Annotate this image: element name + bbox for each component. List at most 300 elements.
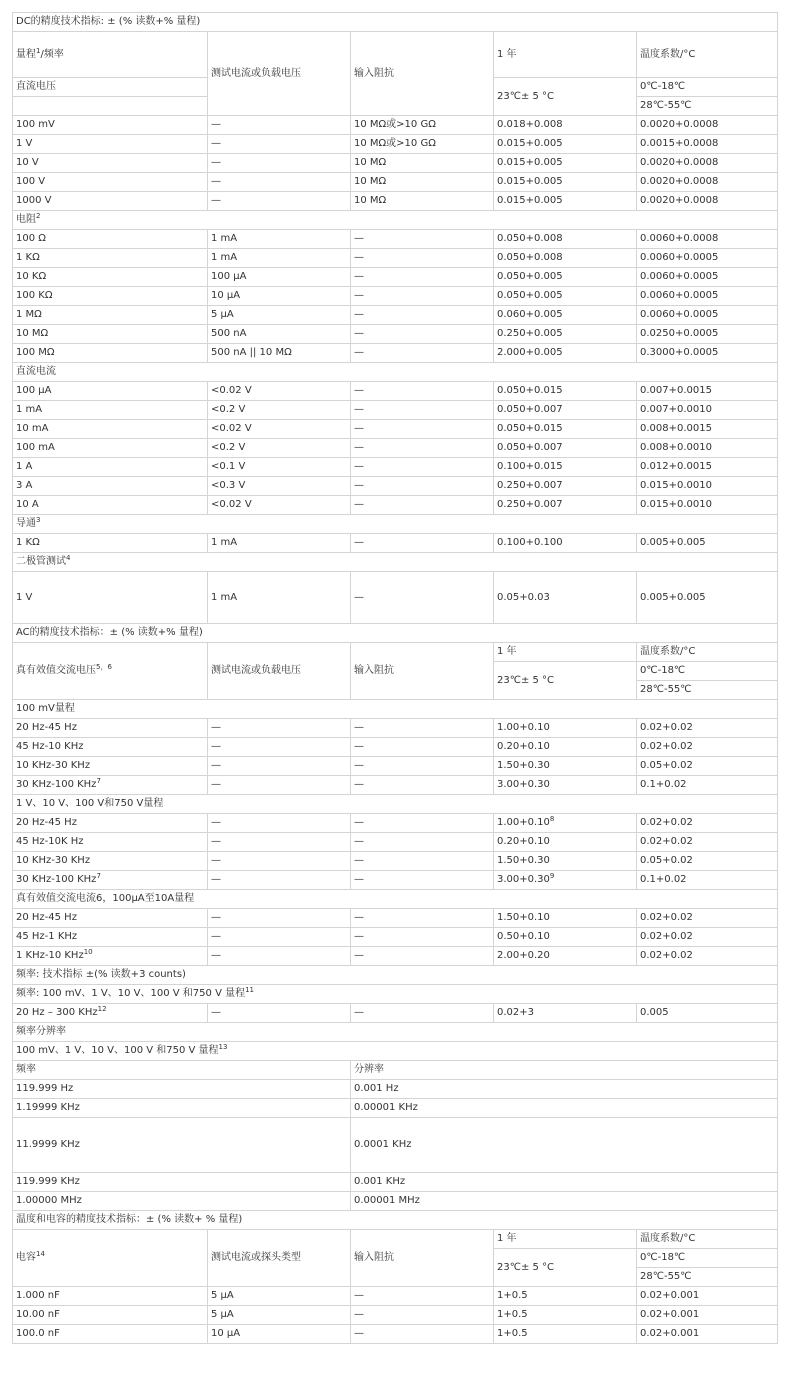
header-tc-range-low-text: 0℃-18℃ — [640, 665, 686, 676]
section-title — [13, 624, 778, 643]
input-impedance-cell — [351, 116, 494, 135]
section-title-text: DC的精度技术指标: ± (% 读数+% 量程) — [16, 16, 201, 27]
one-year-accuracy-cell-text: 0.250+0.007 — [497, 480, 563, 491]
test-current-cell — [208, 871, 351, 890]
header-tc-range-low — [637, 662, 778, 681]
temp-coefficient-cell — [637, 572, 778, 624]
range-cell-text: 100 V — [16, 176, 46, 187]
category-row — [13, 890, 778, 909]
test-current-cell — [208, 776, 351, 795]
header-range-label-text: 电容 — [16, 1252, 36, 1263]
temp-coefficient-cell-text: 0.005+0.005 — [640, 537, 706, 548]
header-ref-temp — [494, 662, 637, 700]
input-impedance-cell — [351, 852, 494, 871]
category-label-text: 直流电流 — [16, 366, 56, 377]
one-year-accuracy-cell-text: 0.100+0.015 — [497, 461, 563, 472]
range-cell — [13, 192, 208, 211]
input-impedance-cell-text: — — [354, 271, 364, 282]
input-impedance-cell-text: — — [354, 817, 364, 828]
header-test-current-text: 测试电流或负载电压 — [211, 67, 301, 79]
input-impedance-cell — [351, 306, 494, 325]
accuracy-spec-table — [12, 12, 778, 1344]
temp-coefficient-cell — [637, 154, 778, 173]
resolution-cell — [351, 1061, 778, 1080]
one-year-accuracy-cell — [494, 757, 637, 776]
frequency-cell-text: 频率 — [16, 1064, 36, 1075]
test-current-cell-text: 10 µA — [211, 1328, 241, 1339]
range-cell-text: 30 KHz-100 KHz — [16, 874, 97, 885]
temp-coefficient-cell — [637, 776, 778, 795]
range-cell-text: 1 KHz-10 KHz — [16, 950, 84, 961]
temp-coefficient-cell-text: 0.02+0.02 — [640, 722, 693, 733]
header-ref-temp — [494, 1249, 637, 1287]
test-current-cell-text: 5 µA — [211, 1309, 234, 1320]
test-current-cell-text: — — [211, 1007, 221, 1018]
temp-coefficient-cell-text: 0.02+0.02 — [640, 950, 693, 961]
test-current-cell-text: 5 µA — [211, 1290, 234, 1301]
temp-coefficient-cell — [637, 439, 778, 458]
resolution-cell — [351, 1173, 778, 1192]
header-tc-range-high — [637, 97, 778, 116]
test-current-cell — [208, 534, 351, 553]
input-impedance-cell-text: — — [354, 1328, 364, 1339]
input-impedance-cell — [351, 1287, 494, 1306]
range-cell — [13, 814, 208, 833]
temp-coefficient-cell-text: 0.005+0.005 — [640, 591, 706, 603]
input-impedance-cell-text: — — [354, 855, 364, 866]
one-year-accuracy-cell-text: 0.250+0.007 — [497, 499, 563, 510]
test-current-cell-text: — — [211, 119, 221, 130]
header-tc-range-high-text: 28℃-55℃ — [640, 100, 692, 111]
table-row — [13, 344, 778, 363]
input-impedance-cell-text: — — [354, 950, 364, 961]
one-year-accuracy-cell-text: 2.00+0.20 — [497, 950, 550, 961]
category-label-footnote: 2 — [36, 212, 41, 220]
temp-coefficient-cell-text: 0.0020+0.0008 — [640, 119, 719, 130]
table-row — [13, 230, 778, 249]
one-year-accuracy-cell — [494, 871, 637, 890]
table-row — [13, 719, 778, 738]
table-row — [13, 947, 778, 966]
range-cell-text: 1000 V — [16, 195, 52, 206]
test-current-cell-text: — — [211, 874, 221, 885]
test-current-cell-text: <0.2 V — [211, 442, 246, 453]
table-row — [13, 1306, 778, 1325]
test-current-cell — [208, 420, 351, 439]
temp-coefficient-cell — [637, 534, 778, 553]
test-current-cell — [208, 572, 351, 624]
test-current-cell-text: 100 µA — [211, 271, 247, 282]
input-impedance-cell-text: — — [354, 461, 364, 472]
test-current-cell — [208, 439, 351, 458]
temp-coefficient-cell-text: 0.008+0.0015 — [640, 423, 712, 434]
range-cell — [13, 439, 208, 458]
category-row — [13, 985, 778, 1004]
one-year-accuracy-cell-text: 1.00+0.10 — [497, 722, 550, 733]
one-year-accuracy-cell-text: 2.000+0.005 — [497, 347, 563, 358]
range-cell — [13, 135, 208, 154]
one-year-accuracy-cell-text: 1.50+0.30 — [497, 855, 550, 866]
one-year-accuracy-cell-text: 3.00+0.30 — [497, 779, 550, 790]
one-year-accuracy-cell-text: 0.050+0.008 — [497, 252, 563, 263]
input-impedance-cell-text: — — [354, 760, 364, 771]
test-current-cell-text: — — [211, 195, 221, 206]
range-cell — [13, 1325, 208, 1344]
one-year-accuracy-cell-text: 0.050+0.008 — [497, 233, 563, 244]
input-impedance-cell — [351, 249, 494, 268]
table-row — [13, 249, 778, 268]
input-impedance-cell-text: — — [354, 779, 364, 790]
range-cell — [13, 909, 208, 928]
header-range-label-footnote: 14 — [36, 1250, 45, 1258]
one-year-accuracy-cell-text: 0.015+0.005 — [497, 176, 563, 187]
one-year-accuracy-cell — [494, 306, 637, 325]
header-row — [13, 643, 778, 662]
temp-coefficient-cell-text: 0.0060+0.0005 — [640, 309, 719, 320]
range-cell-text: 45 Hz-10K Hz — [16, 836, 84, 847]
input-impedance-cell-text: — — [354, 290, 364, 301]
input-impedance-cell-text: — — [354, 1290, 364, 1301]
table-row — [13, 287, 778, 306]
input-impedance-cell-text: — — [354, 385, 364, 396]
temp-coefficient-cell — [637, 458, 778, 477]
category-label-footnote: 11 — [245, 986, 255, 994]
temp-coefficient-cell — [637, 1287, 778, 1306]
input-impedance-cell — [351, 928, 494, 947]
range-cell-text: 20 Hz-45 Hz — [16, 912, 77, 923]
header-row — [13, 32, 778, 78]
range-cell — [13, 268, 208, 287]
category-label — [13, 700, 778, 719]
range-cell — [13, 249, 208, 268]
one-year-accuracy-cell — [494, 458, 637, 477]
range-cell-text: 30 KHz-100 KHz — [16, 779, 97, 790]
temp-coefficient-cell-text: 0.02+0.02 — [640, 836, 693, 847]
category-label — [13, 795, 778, 814]
range-cell — [13, 871, 208, 890]
header-temp-coefficient — [637, 32, 778, 78]
category-label — [13, 363, 778, 382]
header-tc-range-high-text: 28℃-55℃ — [640, 1271, 692, 1282]
category-label — [13, 966, 778, 985]
test-current-cell-text: — — [211, 138, 221, 149]
one-year-accuracy-cell — [494, 382, 637, 401]
range-cell — [13, 401, 208, 420]
range-cell-text: 100 mA — [16, 442, 55, 453]
one-year-accuracy-cell — [494, 230, 637, 249]
test-current-cell-text: <0.02 V — [211, 423, 252, 434]
table-row — [13, 776, 778, 795]
category-label-text: 1 V、10 V、100 V和750 V量程 — [16, 798, 164, 809]
range-cell-text: 1 A — [16, 461, 33, 472]
test-current-cell-text: 500 nA — [211, 328, 247, 339]
range-cell-text: 1.000 nF — [16, 1290, 60, 1301]
test-current-cell — [208, 344, 351, 363]
input-impedance-cell — [351, 719, 494, 738]
range-cell-text: 45 Hz-10 KHz — [16, 741, 84, 752]
temp-coefficient-cell — [637, 738, 778, 757]
input-impedance-cell — [351, 458, 494, 477]
input-impedance-cell — [351, 230, 494, 249]
input-impedance-cell — [351, 947, 494, 966]
one-year-accuracy-cell-text: 0.50+0.10 — [497, 931, 550, 942]
one-year-accuracy-cell-text: 0.060+0.005 — [497, 309, 563, 320]
range-cell-text: 1 MΩ — [16, 309, 42, 320]
input-impedance-cell — [351, 268, 494, 287]
category-row — [13, 363, 778, 382]
frequency-resolution-row — [13, 1099, 778, 1118]
resolution-cell — [351, 1080, 778, 1099]
range-cell-text: 1 mA — [16, 404, 43, 415]
test-current-cell-text: <0.2 V — [211, 404, 246, 415]
range-cell-text: 20 Hz-45 Hz — [16, 722, 77, 733]
temp-coefficient-cell-text: 0.0060+0.0008 — [640, 233, 719, 244]
temp-coefficient-cell-text: 0.015+0.0010 — [640, 480, 712, 491]
one-year-accuracy-cell-text: 1+0.5 — [497, 1309, 528, 1320]
input-impedance-cell — [351, 135, 494, 154]
table-row — [13, 306, 778, 325]
one-year-accuracy-cell — [494, 909, 637, 928]
range-cell-text: 10 MΩ — [16, 328, 49, 339]
header-temp-coefficient — [637, 643, 778, 662]
range-cell — [13, 154, 208, 173]
range-cell-text: 10.00 nF — [16, 1309, 60, 1320]
frequency-cell-text: 11.9999 KHz — [16, 1139, 80, 1150]
header-input-impedance — [351, 1230, 494, 1287]
range-cell-text: 10 KΩ — [16, 271, 47, 282]
category-label-text: 真有效值交流电流6，100µA至10A量程 — [16, 893, 195, 904]
temp-coefficient-cell — [637, 833, 778, 852]
temp-coefficient-cell — [637, 249, 778, 268]
resolution-cell-text: 0.00001 KHz — [354, 1102, 418, 1113]
table-row — [13, 420, 778, 439]
range-cell — [13, 833, 208, 852]
range-cell-text: 20 Hz – 300 KHz — [16, 1007, 98, 1018]
temp-coefficient-cell-text: 0.007+0.0015 — [640, 385, 712, 396]
one-year-accuracy-cell-text: 1+0.5 — [497, 1328, 528, 1339]
one-year-accuracy-cell-text: 1.00+0.10 — [497, 817, 550, 828]
input-impedance-cell — [351, 420, 494, 439]
category-row — [13, 795, 778, 814]
one-year-accuracy-cell-text: 0.015+0.005 — [497, 195, 563, 206]
test-current-cell — [208, 833, 351, 852]
header-test-current-text: 测试电流或探头类型 — [211, 1252, 301, 1263]
table-row — [13, 738, 778, 757]
one-year-accuracy-cell-text: 0.050+0.005 — [497, 271, 563, 282]
input-impedance-cell — [351, 738, 494, 757]
test-current-cell — [208, 477, 351, 496]
temp-coefficient-cell-text: 0.0020+0.0008 — [640, 195, 719, 206]
input-impedance-cell-text: — — [354, 480, 364, 491]
input-impedance-cell-text: 10 MΩ或>10 GΩ — [354, 138, 436, 149]
header-test-current-text: 测试电流或负载电压 — [211, 665, 301, 676]
test-current-cell — [208, 230, 351, 249]
temp-coefficient-cell-text: 0.05+0.02 — [640, 760, 693, 771]
category-label-footnote: 13 — [218, 1043, 228, 1051]
one-year-accuracy-cell-text: 1+0.5 — [497, 1290, 528, 1301]
header-tc-range-low-text: 0℃-18℃ — [640, 81, 686, 92]
category-row — [13, 515, 778, 534]
one-year-accuracy-cell-text: 0.018+0.008 — [497, 119, 563, 130]
one-year-accuracy-cell-text: 0.050+0.015 — [497, 423, 563, 434]
one-year-accuracy-cell — [494, 496, 637, 515]
range-cell-text: 10 V — [16, 157, 39, 168]
range-cell-text: 10 KHz-30 KHz — [16, 855, 91, 866]
test-current-cell-text: — — [211, 950, 221, 961]
range-cell — [13, 776, 208, 795]
test-current-cell-text: 1 mA — [211, 537, 238, 548]
input-impedance-cell — [351, 439, 494, 458]
header-tc-range-low-text: 0℃-18℃ — [640, 1252, 686, 1263]
temp-coefficient-cell — [637, 173, 778, 192]
category-label-footnote: 3 — [36, 516, 41, 524]
test-current-cell — [208, 249, 351, 268]
one-year-accuracy-cell-text: 0.015+0.005 — [497, 138, 563, 149]
one-year-accuracy-cell-text: 0.050+0.007 — [497, 404, 563, 415]
temp-coefficient-cell — [637, 192, 778, 211]
temp-coefficient-cell-text: 0.0250+0.0005 — [640, 328, 719, 339]
category-label — [13, 985, 778, 1004]
temp-coefficient-cell — [637, 287, 778, 306]
category-label — [13, 211, 778, 230]
temp-coefficient-cell-text: 0.005 — [640, 1007, 669, 1018]
temp-coefficient-cell-text: 0.1+0.02 — [640, 874, 687, 885]
input-impedance-cell-text: — — [354, 874, 364, 885]
category-label — [13, 515, 778, 534]
range-cell — [13, 928, 208, 947]
test-current-cell — [208, 719, 351, 738]
range-cell — [13, 534, 208, 553]
header-tc-range-low — [637, 1249, 778, 1268]
header-sub-label — [13, 78, 208, 97]
input-impedance-cell — [351, 496, 494, 515]
temp-coefficient-cell — [637, 1004, 778, 1023]
table-row — [13, 534, 778, 553]
table-row — [13, 325, 778, 344]
test-current-cell — [208, 401, 351, 420]
one-year-accuracy-cell — [494, 852, 637, 871]
header-range-label-text: 真有效值交流电压 — [16, 665, 96, 676]
temp-coefficient-cell-text: 0.0060+0.0005 — [640, 290, 719, 301]
table-row — [13, 833, 778, 852]
temp-coefficient-cell-text: 0.015+0.0010 — [640, 499, 712, 510]
one-year-accuracy-cell — [494, 534, 637, 553]
temp-coefficient-cell-text: 0.0060+0.0005 — [640, 252, 719, 263]
one-year-accuracy-cell — [494, 719, 637, 738]
one-year-accuracy-cell — [494, 116, 637, 135]
test-current-cell — [208, 154, 351, 173]
range-cell — [13, 738, 208, 757]
header-range-label-tail: /频率 — [40, 48, 64, 60]
category-label — [13, 553, 778, 572]
temp-coefficient-cell — [637, 909, 778, 928]
category-row — [13, 1023, 778, 1042]
one-year-accuracy-cell — [494, 325, 637, 344]
test-current-cell — [208, 814, 351, 833]
input-impedance-cell — [351, 776, 494, 795]
range-cell-text: 100 µA — [16, 385, 52, 396]
table-row — [13, 382, 778, 401]
section-title-row — [13, 1211, 778, 1230]
header-temp-coefficient-text: 温度系数/°C — [640, 48, 696, 60]
table-row — [13, 757, 778, 776]
temp-coefficient-cell-text: 0.05+0.02 — [640, 855, 693, 866]
section-title-text: AC的精度技术指标：± (% 读数+% 量程) — [16, 627, 203, 638]
range-cell — [13, 344, 208, 363]
one-year-accuracy-cell — [494, 1306, 637, 1325]
one-year-accuracy-cell-text: 1.50+0.30 — [497, 760, 550, 771]
frequency-cell-text: 119.999 KHz — [16, 1176, 80, 1187]
temp-coefficient-cell — [637, 401, 778, 420]
one-year-accuracy-cell — [494, 420, 637, 439]
input-impedance-cell-text: 10 MΩ — [354, 176, 387, 187]
one-year-accuracy-cell — [494, 192, 637, 211]
temp-coefficient-cell-text: 0.02+0.001 — [640, 1328, 700, 1339]
category-row — [13, 700, 778, 719]
section-title — [13, 1211, 778, 1230]
input-impedance-cell-text: — — [354, 404, 364, 415]
range-cell-text: 45 Hz-1 KHz — [16, 931, 78, 942]
one-year-accuracy-cell-text: 0.100+0.100 — [497, 537, 563, 548]
category-label-text: 频率: 100 mV、1 V、10 V、100 V 和750 V 量程 — [16, 988, 246, 999]
range-cell-text: 100 MΩ — [16, 347, 55, 358]
header-sub-label-text: 直流电压 — [16, 81, 56, 92]
header-input-impedance — [351, 32, 494, 116]
range-cell — [13, 757, 208, 776]
header-temp-coefficient-text: 温度系数/°C — [640, 1233, 696, 1244]
input-impedance-cell — [351, 909, 494, 928]
input-impedance-cell — [351, 1306, 494, 1325]
range-cell-text: 10 KHz-30 KHz — [16, 760, 91, 771]
test-current-cell — [208, 135, 351, 154]
one-year-accuracy-cell-text: 0.20+0.10 — [497, 836, 550, 847]
range-cell-footnote: 7 — [96, 872, 101, 880]
frequency-cell — [13, 1173, 351, 1192]
table-row — [13, 852, 778, 871]
input-impedance-cell-text: 10 MΩ — [354, 157, 387, 168]
test-current-cell-text: <0.1 V — [211, 461, 246, 472]
range-cell-text: 100.0 nF — [16, 1328, 60, 1339]
header-input-impedance — [351, 643, 494, 700]
test-current-cell-text: — — [211, 176, 221, 187]
one-year-accuracy-cell — [494, 154, 637, 173]
frequency-cell — [13, 1061, 351, 1080]
input-impedance-cell — [351, 871, 494, 890]
test-current-cell — [208, 1325, 351, 1344]
range-cell-footnote: 10 — [83, 948, 93, 956]
temp-coefficient-cell — [637, 477, 778, 496]
temp-coefficient-cell-text: 0.0020+0.0008 — [640, 157, 719, 168]
frequency-resolution-row — [13, 1118, 778, 1173]
one-year-accuracy-cell — [494, 833, 637, 852]
header-ref-temp-text: 23℃± 5 °C — [497, 90, 555, 102]
one-year-accuracy-cell-text: 0.250+0.005 — [497, 328, 563, 339]
frequency-cell-text: 1.19999 KHz — [16, 1102, 80, 1113]
input-impedance-cell — [351, 401, 494, 420]
category-label-footnote: 4 — [66, 554, 71, 562]
temp-coefficient-cell-text: 0.0015+0.0008 — [640, 138, 719, 149]
input-impedance-cell — [351, 534, 494, 553]
range-cell-text: 1 KΩ — [16, 537, 40, 548]
test-current-cell-text: — — [211, 157, 221, 168]
temp-coefficient-cell-text: 0.1+0.02 — [640, 779, 687, 790]
test-current-cell-text: <0.02 V — [211, 385, 252, 396]
range-cell — [13, 1306, 208, 1325]
header-one-year — [494, 643, 637, 662]
range-cell — [13, 496, 208, 515]
header-range-label — [13, 1230, 208, 1287]
temp-coefficient-cell-text: 0.02+0.001 — [640, 1309, 700, 1320]
